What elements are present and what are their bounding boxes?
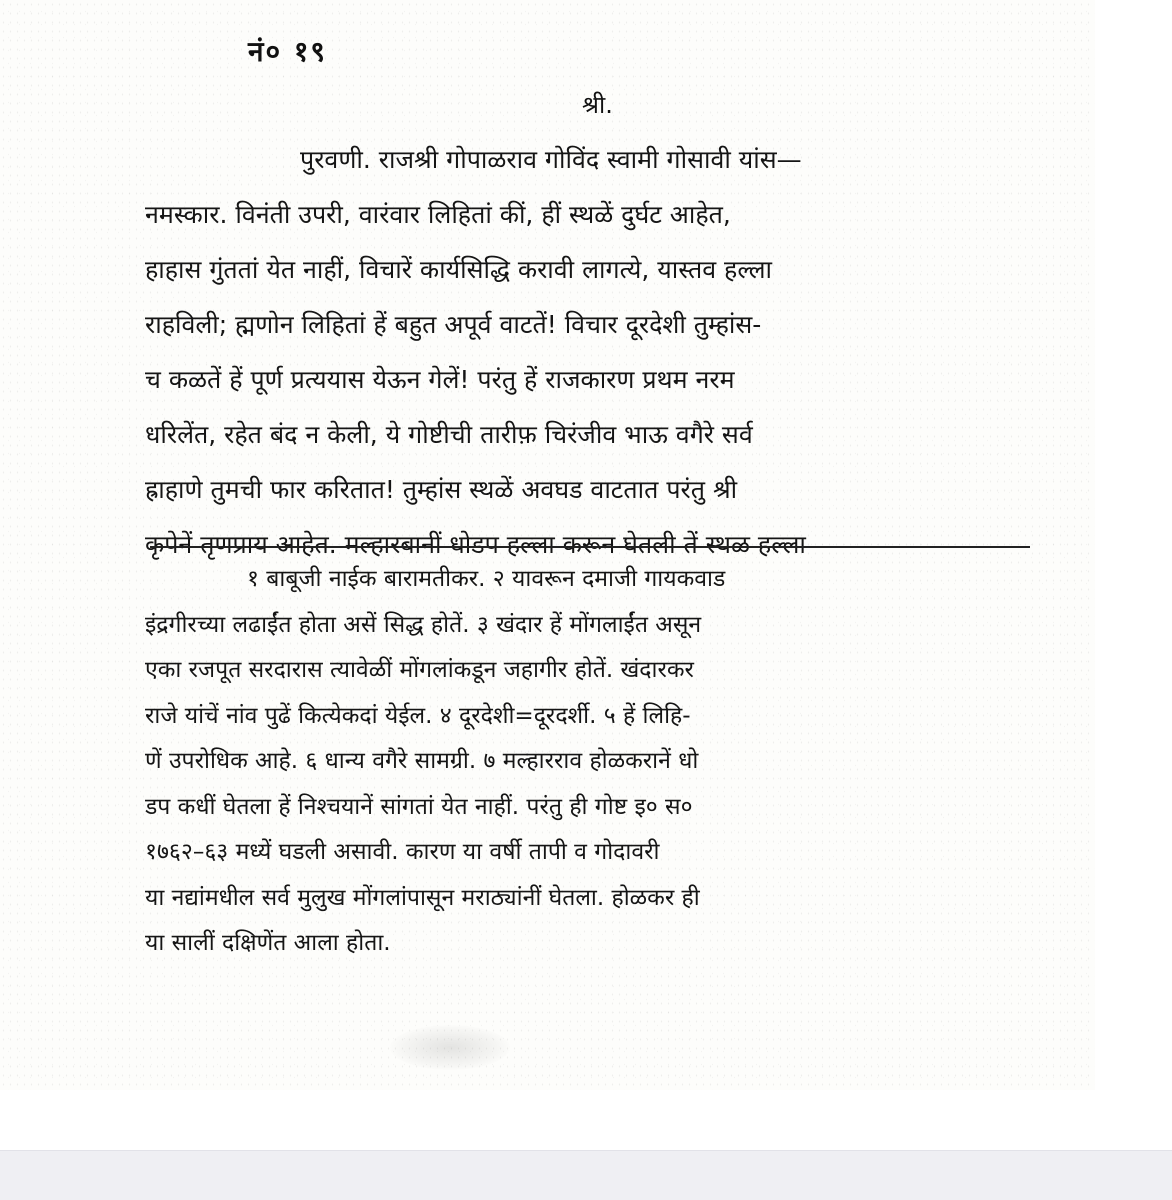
- body-line: हाहास गुंततां येत नाहीं, विचारें कार्यसिद्धि करावी लागत्ये, यास्तव हल्ला: [145, 255, 773, 284]
- body-line: नमस्कार. विनंती उपरी, वारंवार लिहितां कीं, हीं स्थळें दुर्घट आहेत,: [145, 200, 731, 229]
- viewer-bottom-bar: [0, 1150, 1172, 1200]
- page-bottom-margin: [0, 1090, 1095, 1150]
- footnote-line: डप कधीं घेतला हें निश्चयानें सांगतां येत नाहीं. परंतु ही गोष्ट इ० स०: [145, 793, 693, 820]
- body-line: च कळतें हें पूर्ण प्रत्ययास येऊन गेलें! परंतु हें राजकारण प्रथम नरम: [145, 365, 735, 394]
- footnotes: [145, 557, 1045, 967]
- footnote-line: इंद्रगीरच्या लढाईंत होता असें सिद्ध होतें. ३ खंदार हें मोंगलाईंत असून: [145, 611, 702, 638]
- body-line: कृपेनें तृणप्राय आहेत. मल्हारबानीं धोडप हल्ला करून घेतली तें स्थळ हल्ला: [145, 530, 806, 559]
- body-line: पुरवणी. राजश्री गोपाळराव गोविंद स्वामी गोसावी यांस—: [300, 145, 802, 174]
- footnote-line: १ बाबूजी नाईक बारामतीकर. २ यावरून दमाजी गायकवाड: [247, 566, 726, 592]
- body-line: राहविली; ह्मणोन लिहितां हें बहुत अपूर्व वाटतें! विचार दूरदेशी तुम्हांस-: [145, 310, 762, 339]
- footnote-line: या सालीं दक्षिणेंत आला होता.: [145, 930, 391, 956]
- footnote-line: १७६२–६३ मध्यें घडली असावी. कारण या वर्षी तापी व गोदावरी: [145, 839, 660, 865]
- footnote-line: णें उपरोधिक आहे. ६ धान्य वगैरे सामग्री. ७ मल्हारराव होळकरानें धो: [145, 748, 699, 774]
- body-line: धरिलेंत, रहेत बंद न केली, ये गोष्टीची तारीफ़ चिरंजीव भाऊ वगैरे सर्व: [145, 420, 753, 449]
- footnote-divider: [150, 546, 1030, 548]
- scan-smudge: [390, 1025, 510, 1070]
- letter-body: [145, 132, 1045, 572]
- document-number: नं० १९: [248, 35, 327, 68]
- viewer-margin: [1095, 0, 1172, 1150]
- invocation-heading: श्री.: [582, 91, 613, 119]
- footnote-line: एका रजपूत सरदारास त्यावेळीं मोंगलांकडून जहागीर होतें. खंदारकर: [145, 657, 694, 683]
- footnote-line: राजे यांचें नांव पुढें कित्येकदां येईल. ४ दूरदेशी=दूरदर्शी. ५ हें लिहि-: [145, 702, 691, 729]
- body-line: ह्राहाणे तुमची फार करितात! तुम्हांस स्थळें अवघड वाटतात परंतु श्री: [145, 475, 738, 504]
- footnote-line: या नद्यांमधील सर्व मुलुख मोंगलांपासून मराठ्यांनीं घेतला. होळकर ही: [145, 884, 700, 911]
